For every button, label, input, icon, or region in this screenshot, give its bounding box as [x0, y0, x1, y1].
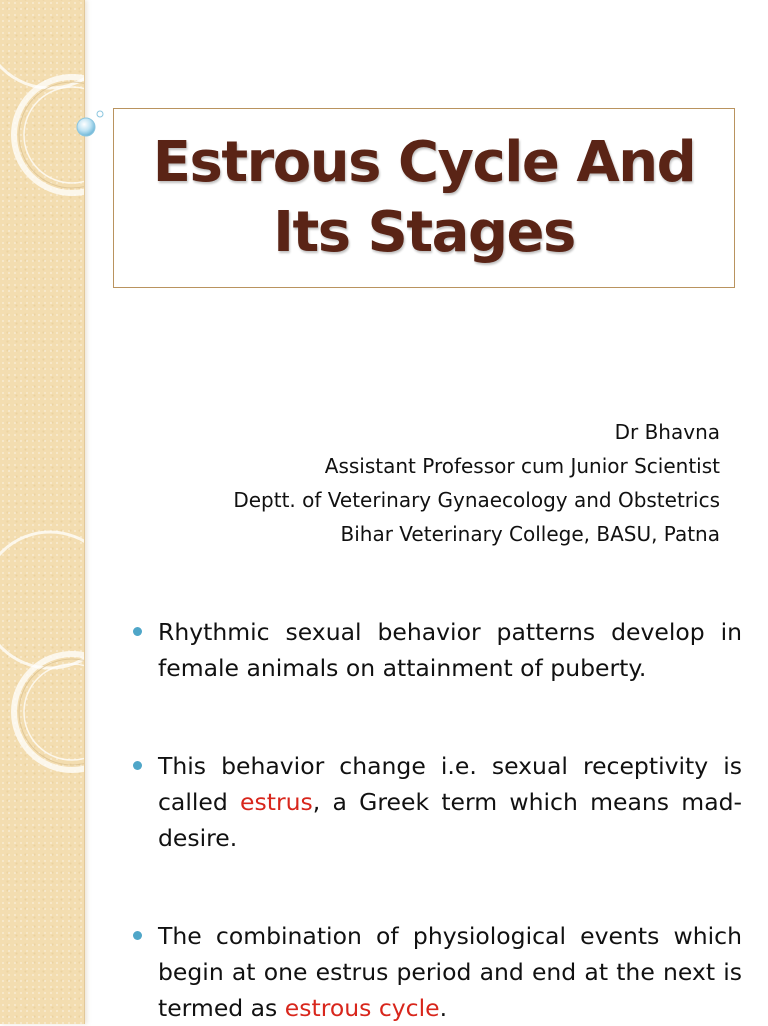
title-box — [113, 108, 735, 288]
bullet-dot-icon — [133, 931, 142, 940]
author-department: Deptt. of Veterinary Gynaecology and Obstetrics — [233, 488, 720, 512]
swirl-decoration — [0, 0, 84, 1024]
highlight-term: estrous cycle — [284, 994, 440, 1022]
bullet-text-before: This behavior change i.e. sexual receptivity is called — [158, 752, 742, 816]
highlight-term: estrus — [240, 788, 313, 816]
decorative-sidebar — [0, 0, 85, 1024]
bubble-decoration — [0, 0, 110, 150]
author-institution: Bihar Veterinary College, BASU, Patna — [340, 522, 720, 546]
title-line-2: Its Stages — [273, 200, 575, 265]
bullet-list — [158, 614, 742, 1026]
slide-title — [153, 128, 695, 268]
bullet-dot-icon — [133, 627, 142, 636]
bullet-item — [158, 614, 742, 686]
bullet-text-before: The combination of physiological events which begin at one estrus period and end at the next is termed as — [158, 922, 742, 1022]
bullet-item — [158, 748, 742, 856]
title-line-1: Estrous Cycle And — [152, 130, 696, 195]
author-position: Assistant Professor cum Junior Scientist — [324, 454, 720, 478]
author-name: Dr Bhavna — [614, 420, 720, 444]
bullet-dot-icon — [133, 761, 142, 770]
bullet-text: Rhythmic sexual behavior patterns develop in female animals on attainment of puberty. — [158, 618, 742, 682]
bullet-text-after: , a Greek term which means mad-desire. — [158, 788, 742, 852]
bullet-text-after: . — [439, 994, 448, 1022]
bullet-item — [158, 918, 742, 1026]
author-block — [233, 415, 720, 551]
